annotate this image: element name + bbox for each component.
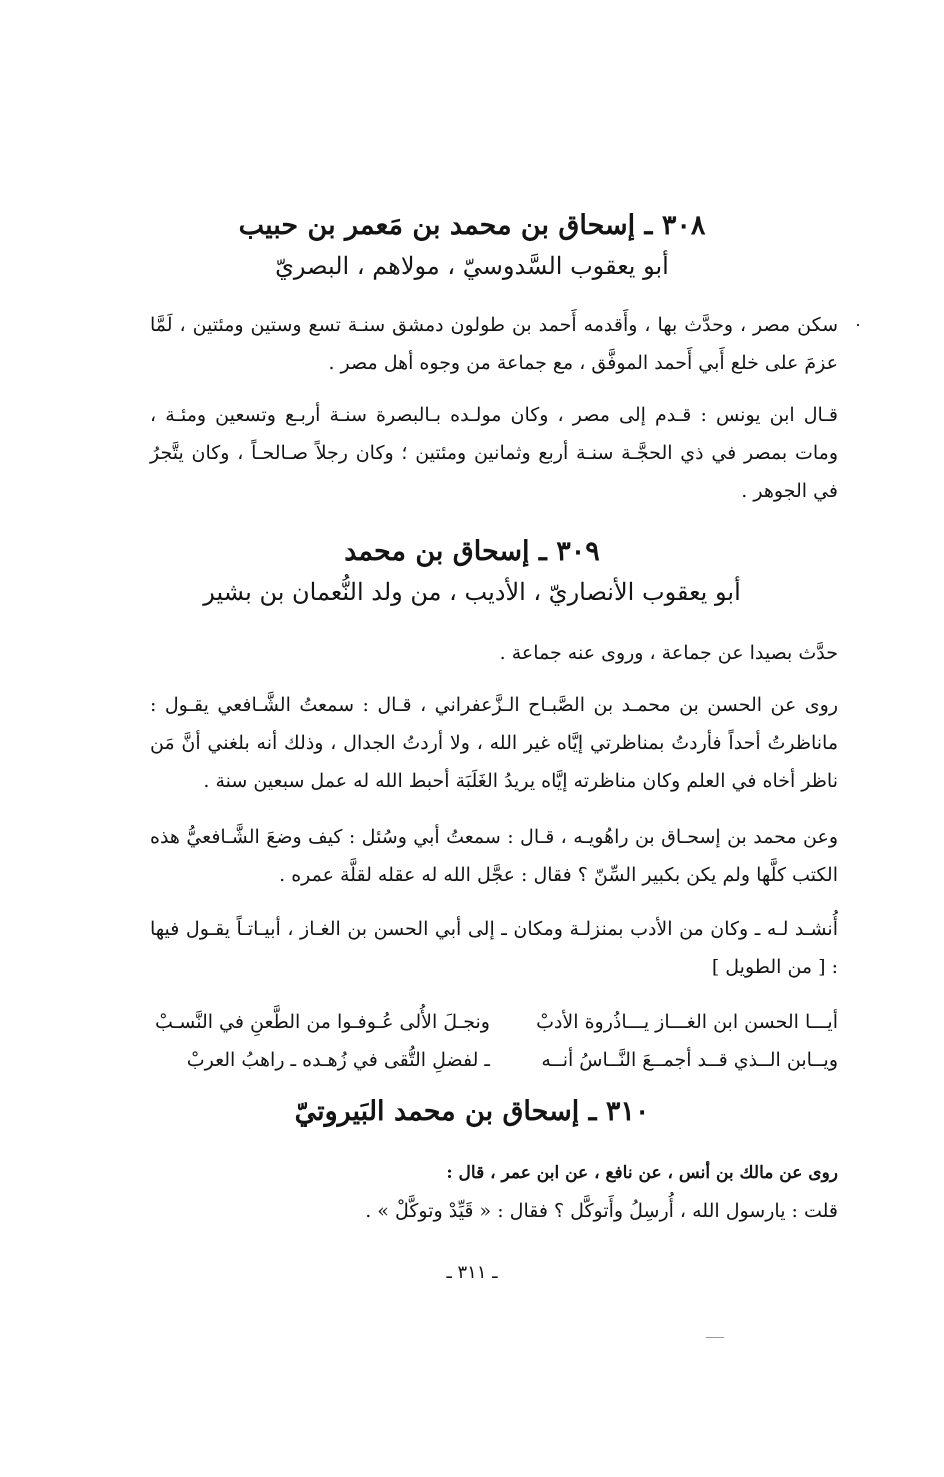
entry-310-paragraph-1: روى عن مالك بن أنس ، عن نافع ، عن ابن عمر ، قال : <box>446 1163 838 1183</box>
entry-308-paragraph-2: قـال ابن يونس : قـدم إلى مصر ، وكان مولـده بـالبصرة سنـة أربـع وتسعين ومئـة ، ومات بمصر في ذي الحجَّـة سنـة أربع وثمانين ومئتين ؛ وكان رجلاً صـالحـاً ، وكان يتَّجرُ في الجوهر . <box>150 404 838 502</box>
scan-speck <box>857 324 859 326</box>
entry-subtitle-308: أبو يعقوب السَّدوسيّ ، مولاهم ، البصريّ <box>275 252 669 280</box>
verse-1-first-hemistich: أيـــا الحسن ابن الغـــاز يـــاذُروة الأدبْ <box>536 1011 838 1033</box>
page-number: ـ ٣١١ ـ <box>446 1262 498 1283</box>
verse-2-first-hemistich: ويــابن الــذي قــد أجمــعَ النَّــاسُ أنــه <box>541 1049 838 1071</box>
entry-309-paragraph-1: حدَّث بصيدا عن جماعة ، وروى عنه جماعة . <box>499 642 838 664</box>
entry-title-308: ٣٠٨ ـ إسحاق بن محمد بن مَعمر بن حبيب <box>238 210 706 241</box>
verse-1-second-hemistich: ونجـلَ الأُلى عُـوفـوا من الطَّعنِ في النَّسـبْ <box>155 1011 490 1033</box>
entry-title-310: ٣١٠ ـ إسحاق بن محمد البَيروتيّ <box>294 1096 650 1127</box>
entry-309-paragraph-4: أُنشـد لـه ـ وكان من الأدب بمنزلـة ومكان ـ إلى أبي الحسن بن الغـاز ، أبيـاتـاً يقـول فيها : [ من الطويل ] <box>150 918 838 978</box>
scan-speck <box>706 1337 724 1338</box>
entry-309-paragraph-2: روى عن الحسن بن محمـد بن الصَّبـاح الـزَّعفراني ، قـال : سمعتُ الشَّـافعي يقـول : ماناظرتُ أحداً فأردتُ بمناظرتي إيَّاه غير الله ، ولا أردتُ الجدال ، وذلك أنه بلغني أنَّ مَن ناظر أخاه في العلم وكان مناظرته إيَّاه يريدُ الغَلَبَة أحبط الله له عمل سبعين سنة . <box>150 694 838 792</box>
entry-308-paragraph-1: سكن مصر ، وحدَّث بها ، وأَقدمه أَحمد بن طولون دمشق سنـة تسع وستين ومئتين ، لَمَّا عزمَ على خلع أَبي أَحمد الموفَّق ، مع جماعة من وجوه أهل مصر . <box>150 314 838 374</box>
entry-310-paragraph-2: قلت : يارسول الله ، أُرسِلُ وأَتوكَّل ؟ فقال : « قَيِّدْ وتوكَّلْ » . <box>365 1200 838 1222</box>
entry-title-309: ٣٠٩ ـ إسحاق بن محمد <box>344 536 600 567</box>
verse-2-second-hemistich: ـ لفضلِ التُّقى في زُهـده ـ راهبُ العربْ <box>186 1049 490 1071</box>
entry-309-paragraph-3: وعن محمد بن إسحـاق بن راهُويـه ، قـال : سمعتُ أبي وسُئل : كيف وضعَ الشَّـافعيُّ هذه الكتب كلَّها ولم يكن بكبير السِّنّ ؟ فقال : عجَّل الله له عقله لقلَّة عمره . <box>150 826 838 886</box>
entry-subtitle-309: أبو يعقوب الأنصاريّ ، الأديب ، من ولد النُّعمان بن بشير <box>203 578 741 606</box>
